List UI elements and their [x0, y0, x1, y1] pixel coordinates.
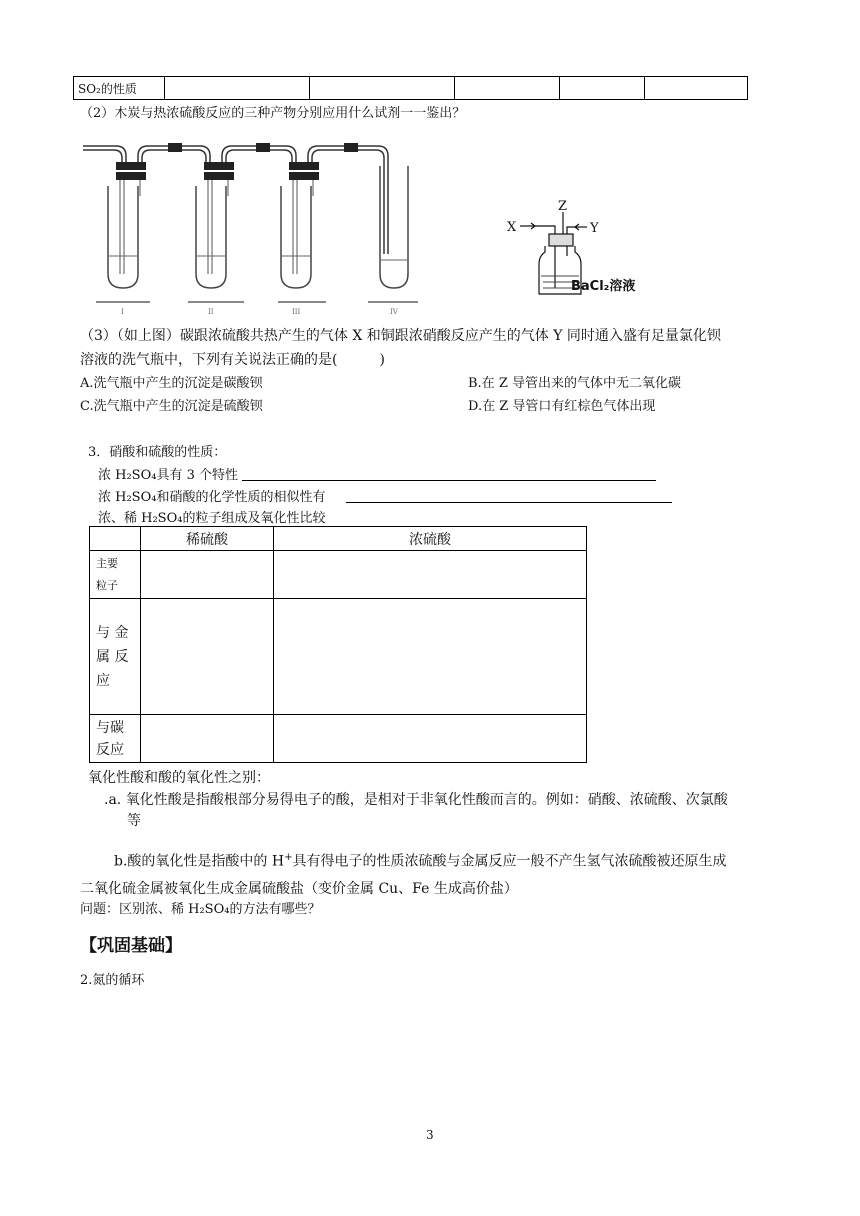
answer-blank-1 [242, 480, 656, 481]
header-empty [90, 527, 141, 551]
label-z: Z [558, 199, 568, 214]
q3-option-c: C.洗气瓶中产生的沉淀是硫酸钡 [80, 399, 263, 414]
sulfuric-acid-comparison-table [89, 526, 587, 763]
table-cell [274, 599, 587, 715]
question-distinguish: 问题：区别浓、稀 H₂SO₄的方法有哪些？ [80, 902, 321, 917]
tube-label-2: II [208, 308, 214, 316]
so2-properties-table [73, 76, 748, 100]
table-cell [310, 77, 455, 100]
row-label-carbon [90, 715, 141, 763]
header-concentrated: 浓硫酸 [274, 527, 587, 551]
oxid-b-line2: 二氧化硫金属被氧化生成金属硫酸盐（变价金属 Cu、Fe 生成高价盐） [80, 881, 518, 897]
s3-line3: 浓、稀 H₂SO₄的粒子组成及氧化性比较 [98, 511, 326, 526]
row-label-text: 反应 [96, 741, 124, 758]
question-2: （2）木炭与热浓硫酸反应的三种产物分别应用什么试剂一一鉴出？ [80, 106, 466, 121]
section-3-title: 3．硝酸和硫酸的性质： [88, 445, 227, 460]
s3-line2: 浓 H₂SO₄和硝酸的化学性质的相似性有 [98, 490, 326, 505]
table-cell [141, 599, 274, 715]
tube-label-3: III [292, 308, 301, 316]
page-number: 3 [426, 1128, 434, 1142]
oxid-b-sup: + [284, 852, 293, 863]
tube-label-4: IV [390, 308, 398, 316]
row-label-text: 与 金 [96, 624, 129, 641]
so2-row-label: SO₂的性质 [74, 77, 165, 100]
table-cell [274, 551, 587, 599]
row-label-text: 属 反 [96, 648, 129, 665]
bacl2-solution-label: BaCl₂溶液 [571, 279, 636, 294]
table-cell [141, 551, 274, 599]
section-heading: 【巩固基础】 [80, 936, 182, 956]
q3-line1: （3）（如上图）碳跟浓硫酸共热产生的气体 X 和铜跟浓硝酸反应产生的气体 Y 同时通入盛有足量氯化钡 [80, 328, 721, 344]
table-cell [645, 77, 748, 100]
row-label-text: 应 [96, 672, 110, 689]
table-cell [274, 715, 587, 763]
oxid-b-line1 [114, 847, 726, 873]
item-2-nitrogen-cycle: 2.氮的循环 [80, 973, 145, 988]
gas-washing-bottle-figure [505, 196, 655, 304]
row-label-text: 与碳 [96, 719, 124, 736]
label-x: X [507, 220, 517, 235]
table-cell [141, 715, 274, 763]
q3-line2: 溶液的洗气瓶中，下列有关说法正确的是( ) [80, 352, 385, 368]
row-label-particles [90, 551, 141, 599]
answer-blank-2 [346, 502, 672, 503]
label-y: Y [590, 221, 599, 236]
oxid-a-line1: .a. 氧化性酸是指酸根部分易得电子的酸，是相对于非氧化性酸而言的。例如：硝酸、浓硫酸、次氯酸 [104, 792, 728, 808]
oxid-a-line2: 等 [127, 813, 141, 829]
header-dilute: 稀硫酸 [141, 527, 274, 551]
q3-option-d: D.在 Z 导管口有红棕色气体出现 [468, 399, 656, 414]
s3-line1: 浓 H₂SO₄具有 3 个特性 [98, 468, 238, 483]
tube-label-1: I [121, 308, 124, 316]
oxid-b-text: b.酸的氧化性是指酸中的 H [114, 853, 285, 870]
table-cell [560, 77, 645, 100]
row-label-metal [90, 599, 141, 715]
oxid-b-text: 具有得电子的性质浓硫酸与金属反应一般不产生氢气浓硫酸被还原生成 [292, 853, 727, 870]
row-label-text: 主要 [96, 556, 118, 570]
row-label-text: 粒子 [96, 578, 118, 592]
table-cell [455, 77, 560, 100]
table-cell [165, 77, 310, 100]
q3-option-a: A.洗气瓶中产生的沉淀是碳酸钡 [80, 376, 263, 391]
test-tube-apparatus-figure [78, 134, 418, 320]
q3-option-b: B.在 Z 导管出来的气体中无二氧化碳 [468, 376, 681, 391]
oxid-title: 氧化性酸和酸的氧化性之别： [88, 770, 270, 786]
